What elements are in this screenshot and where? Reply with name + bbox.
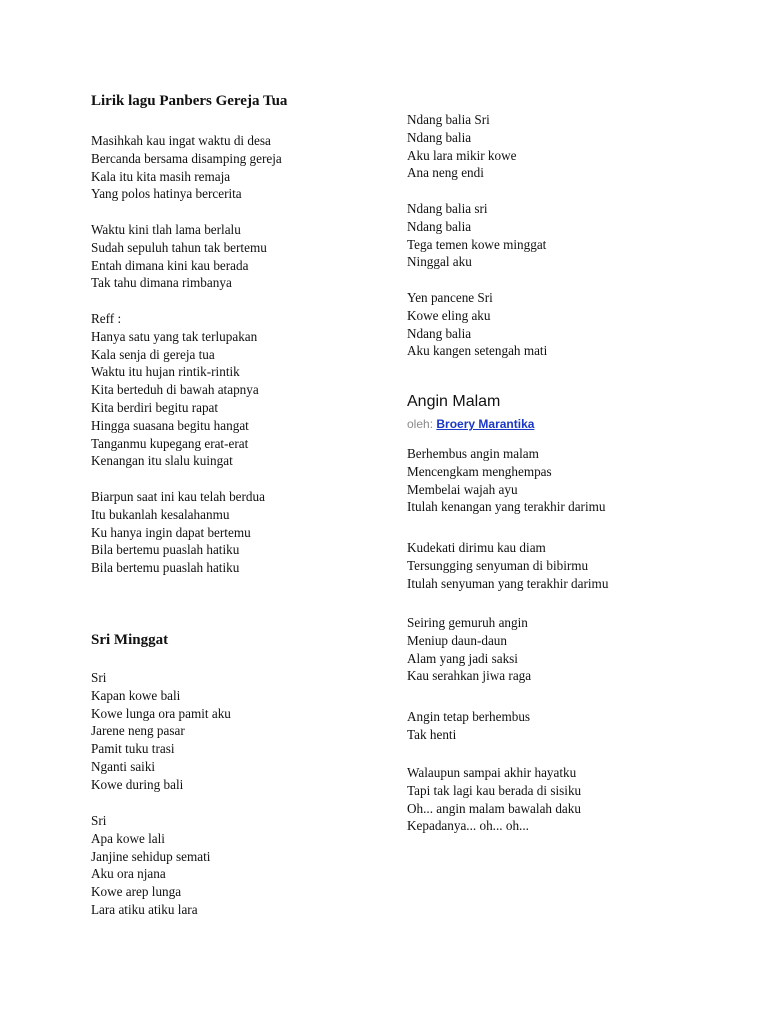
lyric-line: Angin tetap berhembus xyxy=(407,709,531,724)
stanza-sri-minggat-3 xyxy=(407,111,517,182)
lyric-line: Meniup daun-daun xyxy=(407,632,507,648)
lyric-line: Ku hanya ingin dapat bertemu xyxy=(91,524,251,540)
lyric-line: Jarene neng pasar xyxy=(91,723,185,739)
lyric-line: Bila bertemu puaslah hatiku xyxy=(91,560,240,576)
lyric-line: Reff : xyxy=(91,311,122,326)
lyric-line: Tapi tak lagi kau berada di sisiku xyxy=(407,782,582,798)
lyric-line: Bercanda bersama disamping gereja xyxy=(91,150,282,166)
lyric-line: Kudekati dirimu kau diam xyxy=(407,540,546,555)
stanza-angin-malam-2 xyxy=(407,539,608,592)
stanza-gereja-tua-1 xyxy=(91,132,282,203)
lyric-line: Apa kowe lali xyxy=(91,830,165,846)
lyric-line: Aku ora njana xyxy=(91,866,166,882)
lyric-line: Sudah sepuluh tahun tak bertemu xyxy=(91,239,267,255)
stanza-angin-malam-5 xyxy=(407,764,581,835)
lyric-line: Itulah kenangan yang terakhir darimu xyxy=(407,499,606,515)
lyric-line: Sri xyxy=(91,813,107,828)
lyric-line: Ndang balia sri xyxy=(407,201,488,216)
lyric-line: Itu bukanlah kesalahanmu xyxy=(91,506,230,522)
lyric-line: Kepadanya... oh... oh... xyxy=(407,818,529,834)
song-title-angin-malam: Angin Malam xyxy=(407,393,501,410)
lyric-line: Kowe lunga ora pamit aku xyxy=(91,705,231,721)
song-title-sri-minggat: Sri Minggat xyxy=(91,632,169,648)
lyric-line: Janjine sehidup semati xyxy=(91,848,211,864)
artist-link[interactable]: Broery Marantika xyxy=(436,417,535,431)
lyric-line: Waktu itu hujan rintik-rintik xyxy=(91,364,240,380)
stanza-angin-malam-4 xyxy=(407,708,530,744)
lyric-line: Hanya satu yang tak terlupakan xyxy=(91,328,258,344)
lyric-line: Oh... angin malam bawalah daku xyxy=(407,800,581,816)
lyric-line: Kenangan itu slalu kuingat xyxy=(91,453,233,469)
lyric-line: Waktu kini tlah lama berlalu xyxy=(91,222,241,237)
lyric-line: Tanganmu kupegang erat-erat xyxy=(91,435,249,451)
lyric-line: Bila bertemu puaslah hatiku xyxy=(91,542,240,558)
lyric-line: Kita berdiri begitu rapat xyxy=(91,399,219,415)
lyric-line: Ninggal aku xyxy=(407,254,472,270)
lyric-line: Kowe eling aku xyxy=(407,307,491,323)
stanza-gereja-tua-2 xyxy=(91,221,267,292)
stanza-gereja-tua-4 xyxy=(91,488,265,577)
lyric-line: Tak henti xyxy=(407,726,457,742)
lyric-line: Kowe arep lunga xyxy=(91,884,182,900)
lyric-line: Mencengkam menghempas xyxy=(407,463,552,479)
lyric-line: Itulah senyuman yang terakhir darimu xyxy=(407,575,609,591)
lyric-line: Kala itu kita masih remaja xyxy=(91,168,231,184)
lyric-line: Yen pancene Sri xyxy=(407,290,493,305)
lyric-line: Walaupun sampai akhir hayatku xyxy=(407,765,577,780)
lyric-line: Ndang balia Sri xyxy=(407,112,490,127)
lyric-line: Kau serahkan jiwa raga xyxy=(407,668,532,684)
lyric-line: Ana neng endi xyxy=(407,165,484,181)
lyric-line: Pamit tuku trasi xyxy=(91,741,175,757)
lyric-line: Entah dimana kini kau berada xyxy=(91,257,249,273)
lyric-line: Kala senja di gereja tua xyxy=(91,346,215,362)
lyric-line: Kita berteduh di bawah atapnya xyxy=(91,382,259,398)
lyric-line: Aku kangen setengah mati xyxy=(407,343,548,359)
lyric-line: Tak tahu dimana rimbanya xyxy=(91,275,232,291)
stanza-sri-minggat-1 xyxy=(91,669,231,794)
lyric-line: Alam yang jadi saksi xyxy=(407,650,518,666)
song-byline xyxy=(407,417,534,431)
lyric-line: Kowe during bali xyxy=(91,776,184,792)
stanza-angin-malam-3 xyxy=(407,614,531,685)
lyric-line: Masihkah kau ingat waktu di desa xyxy=(91,133,271,148)
lyric-line: Membelai wajah ayu xyxy=(407,481,518,497)
song-title-gereja-tua: Lirik lagu Panbers Gereja Tua xyxy=(91,93,288,109)
lyric-line: Seiring gemuruh angin xyxy=(407,615,528,630)
lyric-line: Berhembus angin malam xyxy=(407,446,539,461)
stanza-gereja-tua-reff xyxy=(91,310,259,470)
stanza-sri-minggat-5 xyxy=(407,289,547,360)
lyric-line: Tega temen kowe minggat xyxy=(407,236,547,252)
lyric-line: Tersungging senyuman di bibirmu xyxy=(407,557,589,573)
lyric-line: Hingga suasana begitu hangat xyxy=(91,417,249,433)
lyric-line: Ndang balia xyxy=(407,325,472,341)
stanza-sri-minggat-4 xyxy=(407,200,546,271)
stanza-sri-minggat-2 xyxy=(91,812,210,919)
lyric-line: Lara atiku atiku lara xyxy=(91,901,198,917)
byline-prefix: oleh: xyxy=(407,417,434,431)
stanza-angin-malam-1 xyxy=(407,445,605,516)
lyric-line: Ndang balia xyxy=(407,129,472,145)
lyric-line: Sri xyxy=(91,670,107,685)
lyric-line: Nganti saiki xyxy=(91,758,156,774)
lyric-line: Yang polos hatinya bercerita xyxy=(91,186,242,202)
lyric-line: Aku lara mikir kowe xyxy=(407,147,517,163)
lyric-line: Kapan kowe bali xyxy=(91,687,181,703)
lyric-line: Biarpun saat ini kau telah berdua xyxy=(91,489,265,504)
lyric-line: Ndang balia xyxy=(407,218,472,234)
